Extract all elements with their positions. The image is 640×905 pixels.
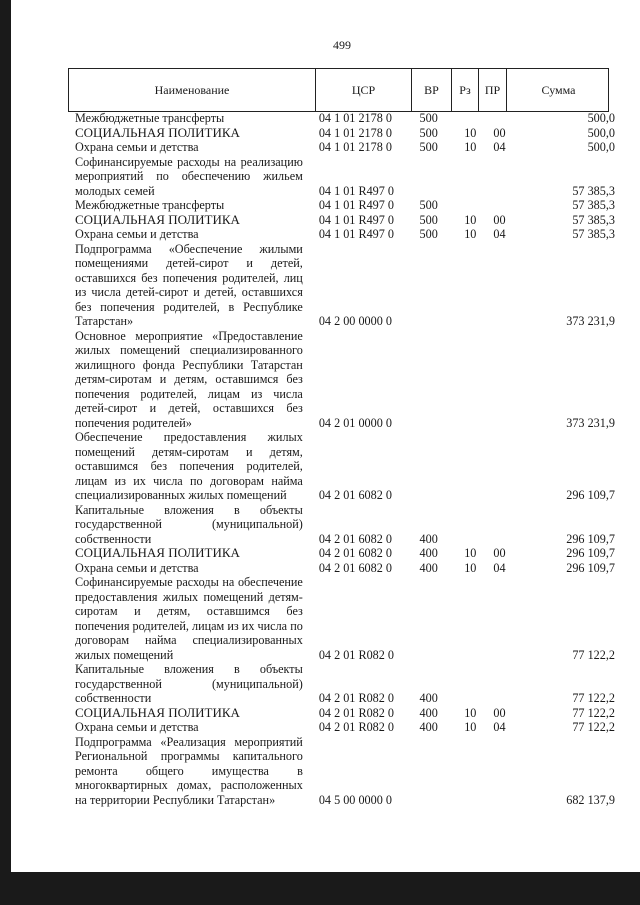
cell-name: Капитальные вложения в объекты государственной (муниципальной) собственности xyxy=(75,502,303,546)
cell-vr: 400 xyxy=(419,531,438,546)
header-pr: ПР xyxy=(478,69,506,111)
table-row xyxy=(75,227,615,242)
cell-sum: 373 231,9 xyxy=(566,314,615,328)
table-row xyxy=(75,140,615,155)
cell-csr: 04 1 01 2178 0 xyxy=(318,111,392,125)
cell-name: Охрана семьи и детства xyxy=(75,720,199,734)
cell-rz: 10 xyxy=(464,720,477,734)
cell-pr: 04 xyxy=(493,140,506,154)
cell-csr: 04 1 01 R497 0 xyxy=(318,227,394,241)
cell-sum: 682 137,9 xyxy=(566,792,615,807)
cell-pr: 00 xyxy=(493,546,506,560)
cell-csr: 04 5 00 0000 0 xyxy=(318,792,392,807)
cell-csr: 04 1 01 2178 0 xyxy=(318,125,392,140)
table-row xyxy=(75,662,615,706)
cell-csr: 04 2 00 0000 0 xyxy=(318,314,392,328)
cell-name: Софинансируемые расходы на обеспечение предоставления жилых помещений детям-сиротам и детям, оставшимся без попечения родителей, лицам из их числа по договорам найма специализированных жилых помещений xyxy=(75,575,303,662)
cell-sum: 57 385,3 xyxy=(572,183,615,198)
cell-sum: 296 109,7 xyxy=(566,560,615,575)
header-rz: Рз xyxy=(451,69,478,111)
cell-sum: 77 122,2 xyxy=(572,691,615,705)
cell-vr: 500 xyxy=(419,125,438,140)
cell-csr: 04 2 01 6082 0 xyxy=(318,488,392,502)
cell-name: Межбюджетные трансферты xyxy=(75,111,225,125)
table-body xyxy=(75,111,615,807)
table-row xyxy=(75,155,615,199)
cell-sum: 77 122,2 xyxy=(572,720,615,734)
header-sum: Сумма xyxy=(506,69,610,111)
cell-sum: 77 122,2 xyxy=(572,705,615,720)
table-row xyxy=(75,575,615,662)
cell-sum: 57 385,3 xyxy=(572,227,615,241)
table-row xyxy=(75,503,615,547)
table-row xyxy=(75,242,615,329)
cell-sum: 296 109,7 xyxy=(566,546,615,560)
cell-name: Обеспечение предоставления жилых помещений детям-сиротам и детям, оставшимся без попечения родителей, лицам из их числа по договорам найма специализированных жилых помещений xyxy=(75,430,303,502)
table-row xyxy=(75,561,615,576)
table-row xyxy=(75,126,615,141)
cell-rz: 10 xyxy=(464,140,477,154)
table-row xyxy=(75,720,615,735)
cell-csr: 04 2 01 R082 0 xyxy=(318,691,394,705)
cell-vr: 500 xyxy=(419,140,438,154)
cell-sum: 57 385,3 xyxy=(572,198,615,212)
cell-name: Охрана семьи и детства xyxy=(75,560,199,575)
table-row xyxy=(75,329,615,431)
cell-csr: 04 2 01 R082 0 xyxy=(318,705,394,720)
cell-sum: 77 122,2 xyxy=(572,647,615,662)
table-header xyxy=(68,68,609,112)
cell-name: Капитальные вложения в объекты государственной (муниципальной) собственности xyxy=(75,662,303,705)
cell-rz: 10 xyxy=(464,125,477,140)
cell-name: СОЦИАЛЬНАЯ ПОЛИТИКА xyxy=(75,211,240,227)
cell-vr: 400 xyxy=(419,560,438,575)
table-row xyxy=(75,198,615,213)
cell-csr: 04 2 01 6082 0 xyxy=(318,560,392,575)
cell-csr: 04 2 01 R082 0 xyxy=(318,720,394,734)
cell-csr: 04 2 01 6082 0 xyxy=(318,531,392,546)
cell-name: Основное мероприятие «Предоставление жилых помещений специализированного жилищного фонда Республики Татарстан детям-сиротам и детям, оставшимся без попечения родителей, лицам из числа детей-сирот и детей, оставшихся без попечения родителей» xyxy=(75,328,303,430)
scan-left-edge xyxy=(0,0,11,872)
cell-sum: 500,0 xyxy=(587,125,615,140)
cell-pr: 04 xyxy=(493,720,506,734)
cell-sum: 373 231,9 xyxy=(566,415,615,430)
cell-pr: 00 xyxy=(493,212,506,227)
cell-name: Подпрограмма «Обеспечение жилыми помещениями детей-сирот и детей, оставшихся без попечения родителей, лиц из числа детей-сирот и детей, оставшихся без попечения родителей, в Республике Татарстан» xyxy=(75,241,303,328)
cell-name: СОЦИАЛЬНАЯ ПОЛИТИКА xyxy=(75,704,240,720)
cell-rz: 10 xyxy=(464,705,477,720)
cell-rz: 10 xyxy=(464,560,477,575)
cell-sum: 57 385,3 xyxy=(572,212,615,227)
header-csr: ЦСР xyxy=(315,69,411,111)
cell-name: СОЦИАЛЬНАЯ ПОЛИТИКА xyxy=(75,545,240,560)
cell-name: Подпрограмма «Реализация мероприятий Региональной программы капитального ремонта общего имущества в многоквартирных домах, расположенных на территории Республики Татарстан» xyxy=(75,734,303,807)
cell-vr: 400 xyxy=(419,691,438,705)
cell-csr: 04 1 01 R497 0 xyxy=(318,198,394,212)
cell-rz: 10 xyxy=(464,227,477,241)
cell-vr: 500 xyxy=(419,212,438,227)
cell-csr: 04 2 01 0000 0 xyxy=(318,415,392,430)
cell-vr: 400 xyxy=(419,705,438,720)
table-row xyxy=(75,706,615,721)
cell-csr: 04 1 01 2178 0 xyxy=(318,140,392,154)
table-row xyxy=(75,546,615,561)
cell-csr: 04 1 01 R497 0 xyxy=(318,212,394,227)
cell-csr: 04 2 01 6082 0 xyxy=(318,546,392,560)
cell-name: Охрана семьи и детства xyxy=(75,227,199,241)
cell-pr: 04 xyxy=(493,227,506,241)
cell-csr: 04 1 01 R497 0 xyxy=(318,183,394,198)
header-name: Наименование xyxy=(154,82,230,97)
cell-vr: 400 xyxy=(419,546,438,560)
cell-vr: 500 xyxy=(419,198,438,212)
cell-pr: 00 xyxy=(493,705,506,720)
table-row xyxy=(75,430,615,503)
table-row xyxy=(75,213,615,228)
table-row xyxy=(75,735,615,808)
cell-name: Межбюджетные трансферты xyxy=(75,198,225,212)
header-vr: ВР xyxy=(411,69,451,111)
cell-vr: 500 xyxy=(419,111,438,125)
cell-rz: 10 xyxy=(464,212,477,227)
page-number: 499 xyxy=(333,38,351,52)
cell-name: Охрана семьи и детства xyxy=(75,140,199,154)
cell-csr: 04 2 01 R082 0 xyxy=(318,647,394,662)
cell-vr: 500 xyxy=(419,227,438,241)
cell-sum: 296 109,7 xyxy=(566,488,615,502)
cell-sum: 296 109,7 xyxy=(566,531,615,546)
cell-name: СОЦИАЛЬНАЯ ПОЛИТИКА xyxy=(75,124,240,140)
scan-bottom-edge xyxy=(0,872,640,905)
cell-pr: 00 xyxy=(493,125,506,140)
cell-pr: 04 xyxy=(493,560,506,575)
cell-sum: 500,0 xyxy=(587,111,615,125)
cell-sum: 500,0 xyxy=(587,140,615,154)
cell-name: Софинансируемые расходы на реализацию мероприятий по обеспечению жильем молодых семей xyxy=(75,154,303,198)
cell-vr: 400 xyxy=(419,720,438,734)
cell-rz: 10 xyxy=(464,546,477,560)
table-row xyxy=(75,111,615,126)
